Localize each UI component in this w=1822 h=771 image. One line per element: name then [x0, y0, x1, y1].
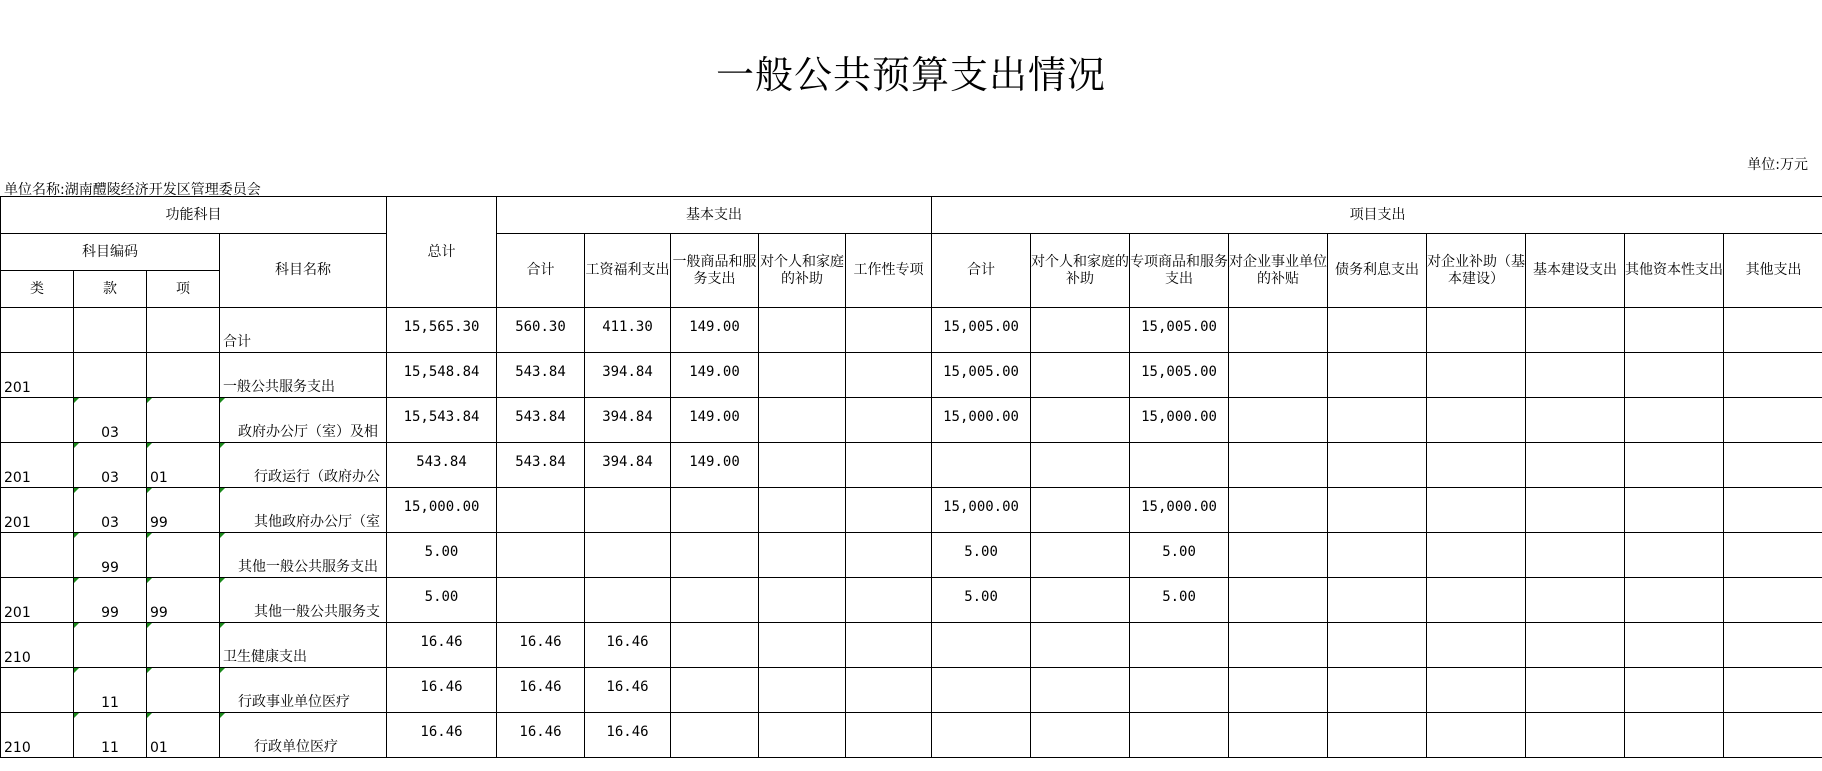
cell-project-empty	[1229, 398, 1328, 443]
header-project: 项目支出	[932, 197, 1822, 234]
cell-basic-sum	[497, 578, 585, 623]
cell-project-sum	[932, 668, 1031, 713]
cell-xiang	[147, 623, 220, 668]
cell-subject-name: 行政运行（政府办公	[220, 443, 387, 488]
cell-project-goods	[1130, 668, 1229, 713]
cell-basic-sum: 543.84	[497, 398, 585, 443]
cell-project-empty	[1724, 308, 1822, 353]
cell-project-sum	[932, 623, 1031, 668]
header-basic-sum: 合计	[497, 234, 585, 308]
cell-project-empty	[1427, 398, 1526, 443]
cell-project-empty	[1526, 533, 1625, 578]
cell-basic-subsidy	[759, 398, 846, 443]
cell-project-empty	[1526, 443, 1625, 488]
cell-basic-goods: 149.00	[671, 443, 759, 488]
header-project-other: 其他支出	[1724, 234, 1822, 308]
cell-basic-goods	[671, 533, 759, 578]
cell-basic-goods	[671, 623, 759, 668]
cell-basic-wage: 394.84	[585, 353, 671, 398]
cell-basic-sum	[497, 533, 585, 578]
cell-basic-sum: 16.46	[497, 668, 585, 713]
cell-project-empty	[1328, 443, 1427, 488]
cell-project-empty	[1427, 353, 1526, 398]
cell-project-empty	[1427, 533, 1526, 578]
cell-project-empty	[1427, 443, 1526, 488]
cell-basic-goods	[671, 668, 759, 713]
cell-xiang	[147, 353, 220, 398]
cell-lei: 201	[1, 578, 74, 623]
cell-kuan: 99	[74, 578, 147, 623]
cell-xiang	[147, 533, 220, 578]
table-row	[1, 713, 1822, 758]
budget-table	[0, 196, 1822, 758]
cell-project-empty	[1328, 668, 1427, 713]
cell-project-goods: 15,000.00	[1130, 488, 1229, 533]
cell-project-empty	[1724, 623, 1822, 668]
cell-xiang	[147, 308, 220, 353]
cell-total: 15,000.00	[387, 488, 497, 533]
cell-subject-name: 其他政府办公厅（室	[220, 488, 387, 533]
cell-lei: 210	[1, 713, 74, 758]
cell-project-empty	[1328, 713, 1427, 758]
cell-xiang: 01	[147, 713, 220, 758]
cell-basic-sum: 543.84	[497, 443, 585, 488]
table-row	[1, 398, 1822, 443]
cell-xiang	[147, 398, 220, 443]
cell-project-goods	[1130, 713, 1229, 758]
cell-lei: 201	[1, 353, 74, 398]
cell-basic-special	[846, 398, 932, 443]
cell-project-goods: 15,005.00	[1130, 353, 1229, 398]
header-project-construction: 基本建设支出	[1526, 234, 1625, 308]
header-lei: 类	[1, 271, 74, 308]
cell-project-empty	[1328, 308, 1427, 353]
cell-lei	[1, 533, 74, 578]
cell-basic-subsidy	[759, 713, 846, 758]
cell-kuan: 03	[74, 443, 147, 488]
cell-project-empty	[1526, 353, 1625, 398]
header-basic-subsidy: 对个人和家庭的补助	[759, 234, 846, 308]
cell-basic-wage: 394.84	[585, 398, 671, 443]
table-row	[1, 353, 1822, 398]
cell-project-empty	[1427, 623, 1526, 668]
cell-project-empty	[1625, 533, 1724, 578]
cell-basic-sum: 560.30	[497, 308, 585, 353]
cell-basic-special	[846, 668, 932, 713]
cell-lei	[1, 398, 74, 443]
header-project-other-capital: 其他资本性支出	[1625, 234, 1724, 308]
cell-subject-name: 行政单位医疗	[220, 713, 387, 758]
cell-project-empty	[1625, 713, 1724, 758]
cell-kuan	[74, 308, 147, 353]
cell-basic-subsidy	[759, 623, 846, 668]
cell-basic-wage: 394.84	[585, 443, 671, 488]
cell-basic-special	[846, 443, 932, 488]
cell-project-empty	[1625, 398, 1724, 443]
cell-project-empty	[1625, 668, 1724, 713]
cell-project-goods: 15,005.00	[1130, 308, 1229, 353]
cell-total: 15,543.84	[387, 398, 497, 443]
cell-project-empty	[1724, 398, 1822, 443]
cell-project-empty	[1625, 488, 1724, 533]
cell-basic-wage	[585, 533, 671, 578]
table-row	[1, 488, 1822, 533]
cell-project-goods: 5.00	[1130, 533, 1229, 578]
cell-kuan: 99	[74, 533, 147, 578]
header-subject-name: 科目名称	[220, 234, 387, 308]
cell-project-empty	[1229, 443, 1328, 488]
table-row	[1, 443, 1822, 488]
cell-subject-name: 合计	[220, 308, 387, 353]
cell-project-empty	[1526, 668, 1625, 713]
header-subject-code: 科目编码	[1, 234, 220, 271]
cell-kuan: 11	[74, 713, 147, 758]
cell-project-empty	[1526, 623, 1625, 668]
cell-project-empty	[1526, 398, 1625, 443]
cell-project-empty	[1427, 488, 1526, 533]
cell-subject-name: 政府办公厅（室）及相	[220, 398, 387, 443]
cell-basic-wage: 411.30	[585, 308, 671, 353]
header-project-capital-subsidy: 对企业补助（基本建设）	[1427, 234, 1526, 308]
cell-project-empty	[1625, 443, 1724, 488]
cell-basic-wage: 16.46	[585, 713, 671, 758]
cell-lei	[1, 308, 74, 353]
header-project-subsidy: 对个人和家庭的补助	[1031, 234, 1130, 308]
cell-subject-name: 行政事业单位医疗	[220, 668, 387, 713]
cell-project-subsidy	[1031, 533, 1130, 578]
table-row	[1, 308, 1822, 353]
cell-basic-wage: 16.46	[585, 668, 671, 713]
cell-total: 5.00	[387, 533, 497, 578]
cell-basic-sum: 16.46	[497, 713, 585, 758]
cell-basic-special	[846, 578, 932, 623]
cell-project-empty	[1229, 713, 1328, 758]
cell-project-empty	[1625, 578, 1724, 623]
cell-project-empty	[1229, 578, 1328, 623]
cell-project-empty	[1328, 353, 1427, 398]
cell-subject-name: 其他一般公共服务支出	[220, 533, 387, 578]
cell-project-empty	[1724, 353, 1822, 398]
cell-project-empty	[1229, 533, 1328, 578]
cell-basic-sum: 543.84	[497, 353, 585, 398]
cell-project-empty	[1427, 578, 1526, 623]
cell-basic-special	[846, 353, 932, 398]
cell-xiang	[147, 668, 220, 713]
cell-kuan	[74, 623, 147, 668]
cell-total: 543.84	[387, 443, 497, 488]
cell-project-empty	[1229, 308, 1328, 353]
cell-basic-wage	[585, 488, 671, 533]
cell-project-empty	[1328, 488, 1427, 533]
cell-project-subsidy	[1031, 443, 1130, 488]
cell-basic-goods	[671, 578, 759, 623]
cell-project-empty	[1229, 353, 1328, 398]
cell-project-empty	[1328, 623, 1427, 668]
cell-basic-wage	[585, 578, 671, 623]
cell-xiang: 99	[147, 578, 220, 623]
header-basic: 基本支出	[497, 197, 932, 234]
cell-subject-name: 一般公共服务支出	[220, 353, 387, 398]
cell-lei: 210	[1, 623, 74, 668]
cell-project-empty	[1328, 533, 1427, 578]
cell-basic-special	[846, 308, 932, 353]
cell-project-sum: 15,000.00	[932, 488, 1031, 533]
header-project-enterprise: 对企业事业单位的补贴	[1229, 234, 1328, 308]
cell-kuan	[74, 353, 147, 398]
org-label: 单位名称:湖南醴陵经济开发区管理委员会	[4, 182, 261, 198]
cell-total: 16.46	[387, 623, 497, 668]
cell-project-subsidy	[1031, 398, 1130, 443]
cell-project-subsidy	[1031, 488, 1130, 533]
cell-project-sum: 15,005.00	[932, 353, 1031, 398]
cell-project-subsidy	[1031, 578, 1130, 623]
cell-project-empty	[1526, 713, 1625, 758]
cell-basic-sum: 16.46	[497, 623, 585, 668]
cell-total: 16.46	[387, 668, 497, 713]
cell-project-goods	[1130, 443, 1229, 488]
cell-total: 5.00	[387, 578, 497, 623]
cell-project-subsidy	[1031, 623, 1130, 668]
cell-project-empty	[1625, 308, 1724, 353]
cell-basic-goods: 149.00	[671, 398, 759, 443]
cell-subject-name: 卫生健康支出	[220, 623, 387, 668]
cell-project-empty	[1427, 713, 1526, 758]
cell-project-empty	[1229, 488, 1328, 533]
cell-basic-special	[846, 488, 932, 533]
header-project-debt: 债务利息支出	[1328, 234, 1427, 308]
cell-project-empty	[1724, 713, 1822, 758]
cell-basic-subsidy	[759, 668, 846, 713]
header-xiang: 项	[147, 271, 220, 308]
cell-project-empty	[1724, 443, 1822, 488]
cell-basic-subsidy	[759, 353, 846, 398]
cell-project-goods: 5.00	[1130, 578, 1229, 623]
cell-project-empty	[1229, 623, 1328, 668]
cell-basic-subsidy	[759, 578, 846, 623]
cell-project-empty	[1724, 533, 1822, 578]
cell-project-empty	[1229, 668, 1328, 713]
cell-basic-subsidy	[759, 533, 846, 578]
cell-project-empty	[1625, 623, 1724, 668]
cell-basic-subsidy	[759, 308, 846, 353]
cell-project-subsidy	[1031, 713, 1130, 758]
cell-xiang: 01	[147, 443, 220, 488]
cell-project-empty	[1625, 353, 1724, 398]
header-kuan: 款	[74, 271, 147, 308]
cell-project-sum	[932, 713, 1031, 758]
cell-project-empty	[1427, 308, 1526, 353]
cell-project-goods	[1130, 623, 1229, 668]
cell-xiang: 99	[147, 488, 220, 533]
cell-project-sum: 15,000.00	[932, 398, 1031, 443]
cell-project-empty	[1724, 488, 1822, 533]
cell-kuan: 03	[74, 398, 147, 443]
header-project-goods: 专项商品和服务支出	[1130, 234, 1229, 308]
unit-label: 单位:万元	[1747, 157, 1808, 173]
cell-total: 15,565.30	[387, 308, 497, 353]
cell-subject-name: 其他一般公共服务支	[220, 578, 387, 623]
cell-basic-goods	[671, 488, 759, 533]
cell-basic-special	[846, 623, 932, 668]
cell-basic-sum	[497, 488, 585, 533]
cell-project-empty	[1724, 668, 1822, 713]
cell-project-sum: 5.00	[932, 578, 1031, 623]
cell-project-subsidy	[1031, 353, 1130, 398]
cell-project-sum: 5.00	[932, 533, 1031, 578]
cell-basic-special	[846, 533, 932, 578]
header-func-subject: 功能科目	[1, 197, 387, 234]
header-basic-wage: 工资福利支出	[585, 234, 671, 308]
cell-lei	[1, 668, 74, 713]
header-basic-goods: 一般商品和服务支出	[671, 234, 759, 308]
cell-total: 16.46	[387, 713, 497, 758]
cell-project-empty	[1328, 578, 1427, 623]
cell-kuan: 03	[74, 488, 147, 533]
cell-project-sum	[932, 443, 1031, 488]
header-total: 总计	[387, 197, 497, 308]
cell-basic-special	[846, 713, 932, 758]
cell-kuan: 11	[74, 668, 147, 713]
cell-basic-goods	[671, 713, 759, 758]
cell-project-empty	[1526, 488, 1625, 533]
cell-project-sum: 15,005.00	[932, 308, 1031, 353]
cell-project-empty	[1724, 578, 1822, 623]
cell-basic-subsidy	[759, 488, 846, 533]
cell-project-subsidy	[1031, 308, 1130, 353]
header-basic-special: 工作性专项	[846, 234, 932, 308]
cell-project-goods: 15,000.00	[1130, 398, 1229, 443]
cell-project-empty	[1328, 398, 1427, 443]
table-row	[1, 578, 1822, 623]
cell-basic-goods: 149.00	[671, 353, 759, 398]
cell-lei: 201	[1, 488, 74, 533]
table-row	[1, 623, 1822, 668]
table-row	[1, 533, 1822, 578]
cell-project-subsidy	[1031, 668, 1130, 713]
page-title: 一般公共预算支出情况	[715, 53, 1106, 97]
table-row	[1, 668, 1822, 713]
cell-total: 15,548.84	[387, 353, 497, 398]
cell-basic-wage: 16.46	[585, 623, 671, 668]
cell-project-empty	[1526, 308, 1625, 353]
cell-lei: 201	[1, 443, 74, 488]
cell-basic-goods: 149.00	[671, 308, 759, 353]
cell-project-empty	[1427, 668, 1526, 713]
header-project-sum: 合计	[932, 234, 1031, 308]
cell-basic-subsidy	[759, 443, 846, 488]
cell-project-empty	[1526, 578, 1625, 623]
